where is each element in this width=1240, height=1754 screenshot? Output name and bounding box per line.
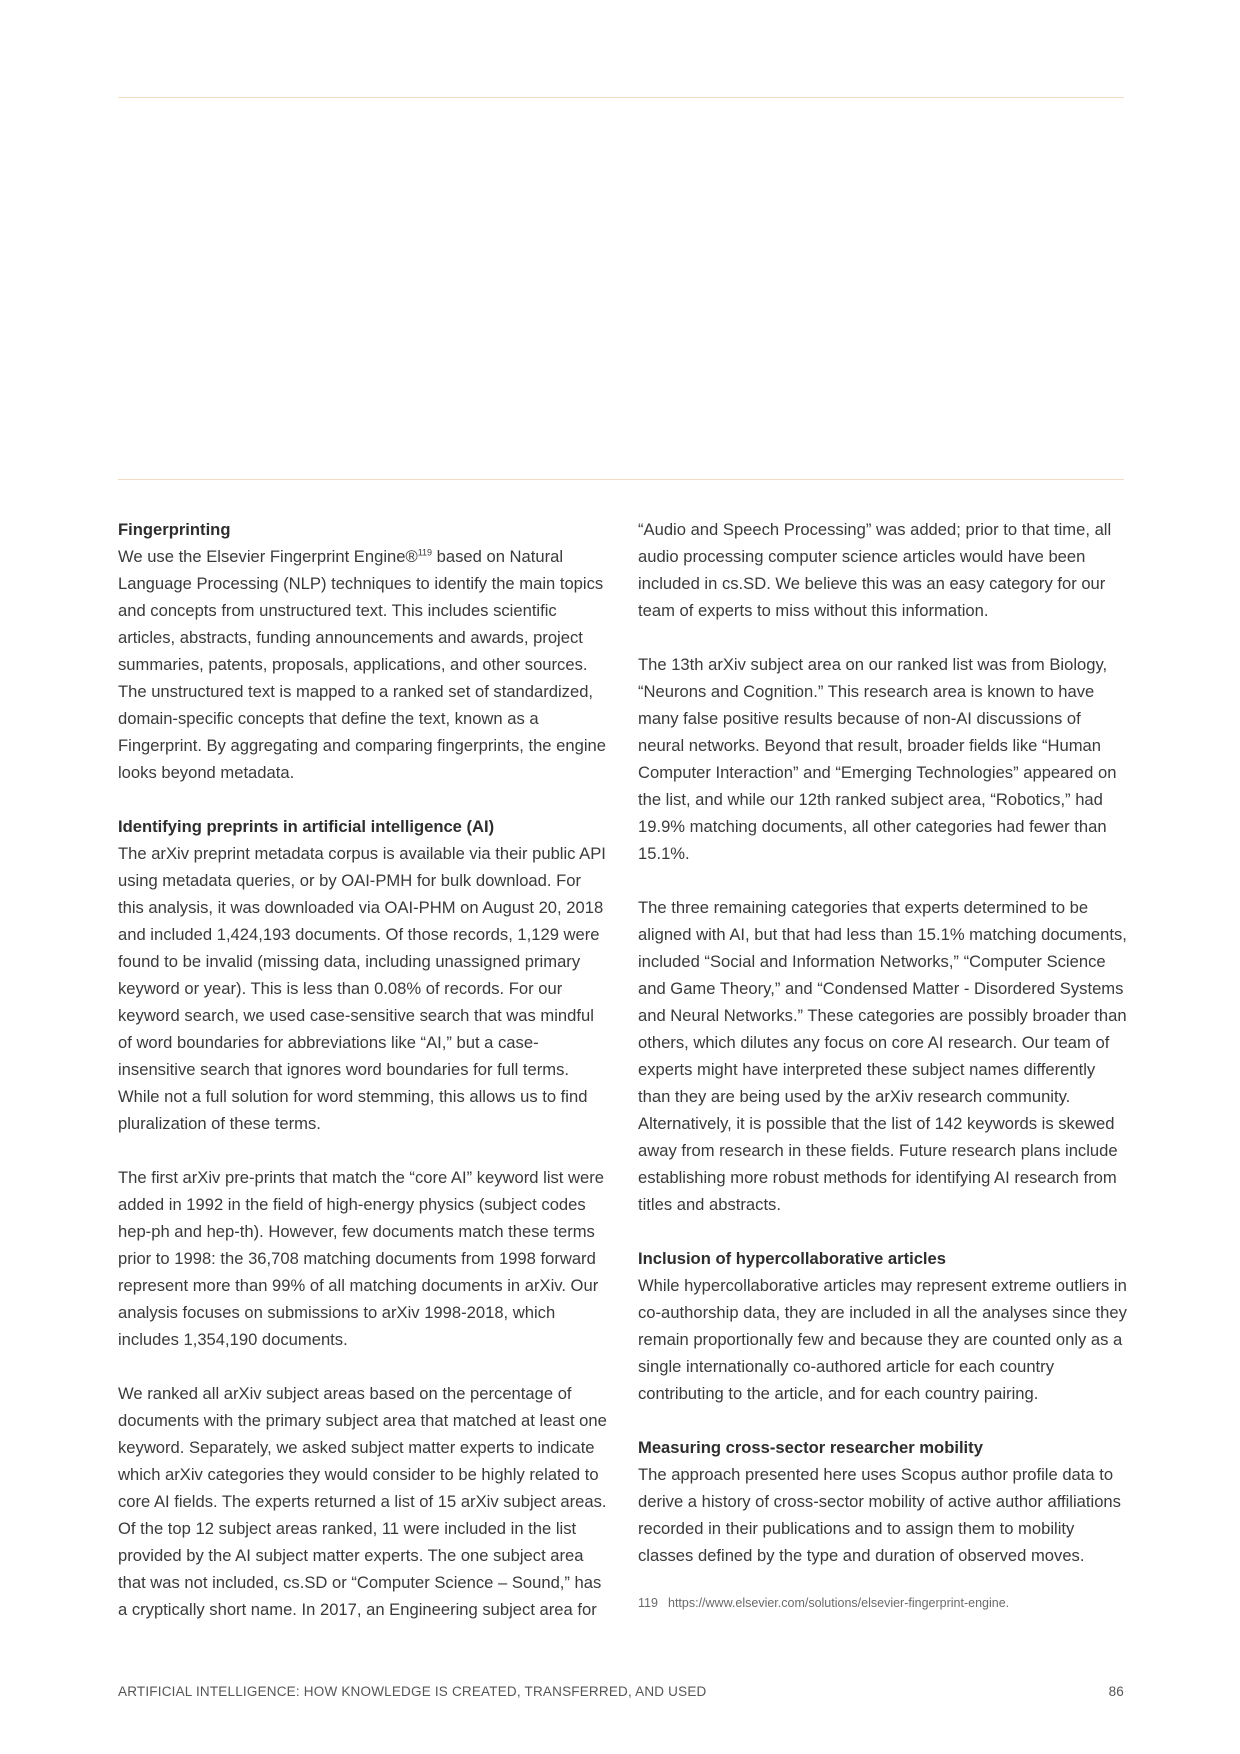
heading-mobility: Measuring cross-sector researcher mobility <box>638 1438 983 1457</box>
footnote <box>638 1594 1128 1612</box>
paragraph-preprints-ranking-continued: “Audio and Speech Processing” was added; prior to that time, all audio processing computer science articles would have been included in cs.SD. We believe this was an easy category for our team of experts to miss without this information. <box>638 520 1112 620</box>
heading-hypercollaborative: Inclusion of hypercollaborative articles <box>638 1249 946 1268</box>
paragraph-preprints-13th: The 13th arXiv subject area on our ranked list was from Biology, “Neurons and Cognition.” This research area is known to have many false positive results because of non-AI discussions of neural networks. Beyond that result, broader fields like “Human Computer Interaction” and “Emerging Technologies” appeared on the list, and while our 12th ranked subject area, “Robotics,” had 19.9% matching documents, all other categories had fewer than 15.1%. <box>638 655 1117 863</box>
fingerprint-text-start: We use the Elsevier Fingerprint Engine® <box>118 547 418 566</box>
paragraph-preprints-corpus: The arXiv preprint metadata corpus is available via their public API using metadata queries, or by OAI-PMH for bulk download. For this analysis, it was downloaded via OAI-PHM on August 20, 2018 and included 1,424,193 documents. Of those records, 1,129 were found to be invalid (missing data, including unassigned primary keyword or year). This is less than 0.08% of records. For our keyword search, we used case-sensitive search that was mindful of word boundaries for abbreviations like “AI,” but a case-insensitive search that ignores word boundaries for full terms. While not a full solution for word stemming, this allows us to find pluralization of these terms. <box>118 844 606 1133</box>
right-column <box>638 516 1128 1612</box>
paragraph-fingerprinting <box>118 543 608 786</box>
section-divider <box>118 479 1124 480</box>
page-number: 86 <box>1108 1684 1124 1699</box>
paragraph-preprints-remaining: The three remaining categories that experts determined to be aligned with AI, but that had less than 15.1% matching documents, included “Social and Information Networks,” “Computer Science and Game Theory,” and “Condensed Matter - Disordered Systems and Neural Networks.” These categories are possibly broader than others, which dilutes any focus on core AI research. Our team of experts might have interpreted these subject names differently than they are being used by the arXiv research community. Alternatively, it is possible that the list of 142 keywords is skewed away from research in these fields. Future research plans include establishing more robust methods for identifying AI research from titles and abstracts. <box>638 898 1127 1214</box>
paragraph-hypercollaborative: While hypercollaborative articles may represent extreme outliers in co-authorship data, they are included in all the analyses since they remain proportionally few and because they are counted only as a single internationally co-authored article for each country contributing to the article, and for each country pairing. <box>638 1276 1127 1403</box>
paragraph-preprints-ranking: We ranked all arXiv subject areas based on the percentage of documents with the primary subject area that matched at least one keyword. Separately, we asked subject matter experts to indicate which arXiv categories they would consider to be highly related to core AI fields. The experts returned a list of 15 arXiv subject areas. Of the top 12 subject areas ranked, 11 were included in the list provided by the AI subject matter experts. The one subject area that was not included, cs.SD or “Computer Science – Sound,” has a cryptically short name. In 2017, an Engineering subject area for <box>118 1384 607 1619</box>
left-column <box>118 516 608 1623</box>
paragraph-mobility: The approach presented here uses Scopus author profile data to derive a history of cross-sector mobility of active author affiliations recorded in their publications and to assign them to mobility classes defined by the type and duration of observed moves. <box>638 1465 1121 1565</box>
footnote-ref-119: 119 <box>417 547 433 558</box>
fingerprint-text-end: based on Natural Language Processing (NLP) techniques to identify the main topics and concepts from unstructured text. This includes scientific articles, abstracts, funding announcements and awards, project summaries, patents, proposals, applications, and other sources. The unstructured text is mapped to a ranked set of standardized, domain-specific concepts that define the text, known as a Fingerprint. By aggregating and comparing fingerprints, the engine looks beyond metadata. <box>118 547 606 782</box>
footnote-number: 119 <box>638 1596 658 1610</box>
heading-fingerprinting: Fingerprinting <box>118 520 231 539</box>
heading-identifying-preprints: Identifying preprints in artificial intelligence (AI) <box>118 817 495 836</box>
footnote-link[interactable]: https://www.elsevier.com/solutions/elsevier-fingerprint-engine. <box>668 1596 1010 1610</box>
footer-report-title: ARTIFICIAL INTELLIGENCE: HOW KNOWLEDGE IS CREATED, TRANSFERRED, AND USED <box>118 1684 707 1699</box>
top-divider <box>118 97 1124 98</box>
paragraph-preprints-first: The first arXiv pre-prints that match the “core AI” keyword list were added in 1992 in the field of high-energy physics (subject codes hep-ph and hep-th). However, few documents match these terms prior to 1998: the 36,708 matching documents from 1998 forward represent more than 99% of all matching documents in arXiv. Our analysis focuses on submissions to arXiv 1998-2018, which includes 1,354,190 documents. <box>118 1168 604 1349</box>
